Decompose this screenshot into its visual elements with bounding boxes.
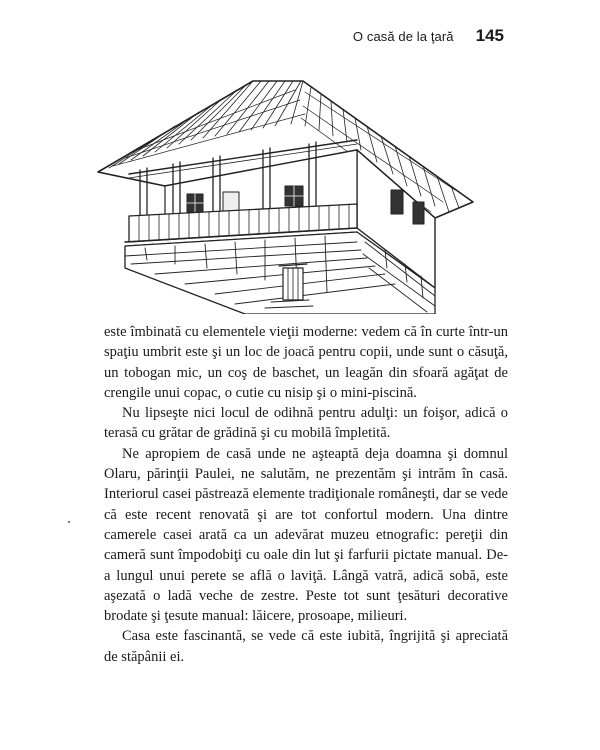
page-number: 145 (475, 26, 504, 45)
body-text (104, 322, 508, 667)
running-title: O casă de la ţară (352, 29, 454, 44)
house-sketch-icon (95, 78, 515, 314)
paragraph-4: Casa este fascinantă, se vede că este iubită, îngrijită şi apreciată de stăpânii ei. (104, 628, 508, 665)
paragraph-1: este îmbinată cu elementele vieţii moderne: vedem că în curte într-un spaţiu umbrit este şi un loc de joacă pentru copii, unde sunt o căsuţă, un tobogan mic, un coş de baschet, un leagăn din sfoară agăţat de crengile unui copac, o cutie cu nisip şi o mini-piscină. (104, 324, 508, 401)
margin-mark (68, 521, 70, 523)
paragraph-2: Nu lipseşte nici locul de odihnă pentru adulţi: un foişor, adică o terasă cu grătar de grădină şi cu mobilă împletită. (104, 405, 508, 442)
page-header (353, 26, 504, 46)
paragraph-3: Ne apropiem de casă unde ne aşteaptă deja doamna şi domnul Olaru, părinţii Paulei, ne salutăm, ne prezentăm şi intrăm în casă. Interiorul casei păstrează elemente tradiţionale româneşti, dar se vede că este recent renovată şi are tot confortul modern. Una dintre camerele casei arată ca un adevărat muzeu etnografic: pereţii din cameră sunt împodobiţi cu oale din lut şi farfurii pictate manual. De-a lungul unui perete se află o laviţă. Lângă vatră, adică sobă, este aşezată o ladă veche de zestre. Peste tot sunt ţesături decorative brodate şi ţesute manual: lăicere, prosoape, milieuri. (104, 445, 508, 625)
